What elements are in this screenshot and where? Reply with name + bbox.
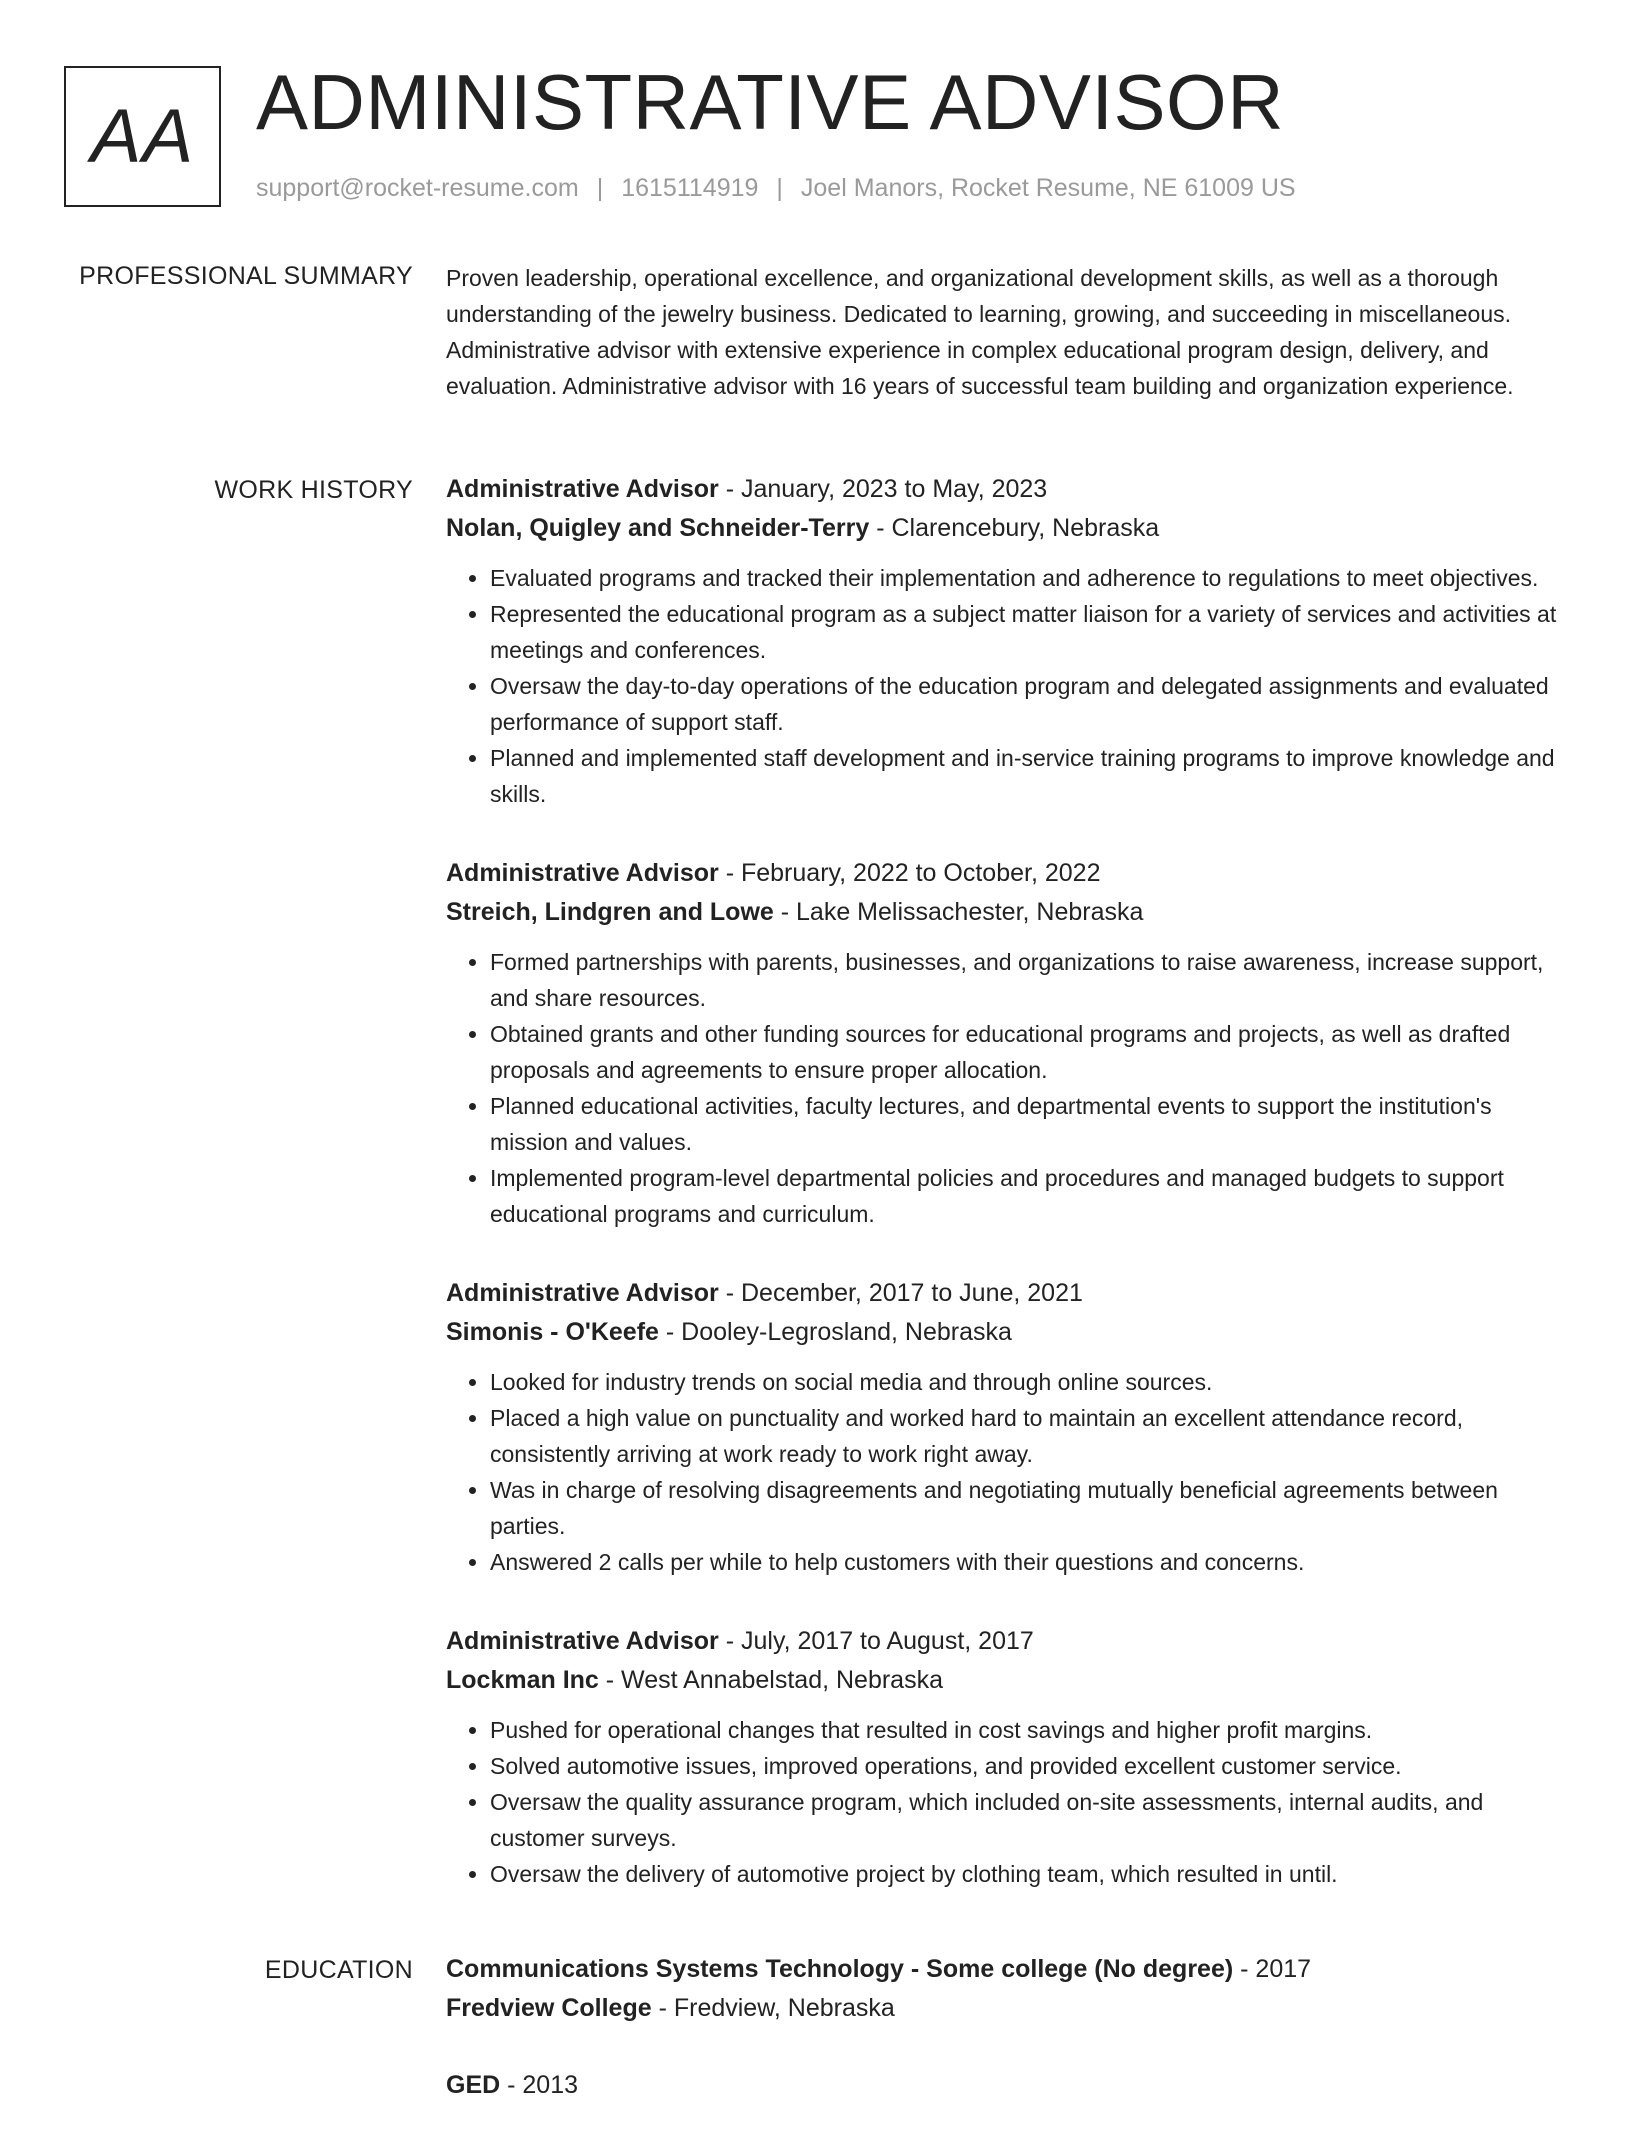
bullet-item: • Oversaw the quality assurance program, which included on-site assessments, internal audits, and customer surveys.: [490, 1784, 1566, 1856]
bullet-item: • Answered 2 calls per while to help customers with their questions and concerns.: [490, 1544, 1566, 1580]
education-degree-line: [446, 1950, 1566, 1989]
job-company: Simonis - O'Keefe: [446, 1318, 659, 1346]
job-location: - Dooley-Legrosland, Nebraska: [658, 1318, 1012, 1346]
job-bullets: [446, 944, 1566, 1232]
job-entry: [446, 1622, 1566, 1892]
job-location: - West Annabelstad, Nebraska: [598, 1666, 943, 1694]
work-history-section: [446, 470, 1566, 1934]
contact-address: Joel Manors, Rocket Resume, NE 61009 US: [800, 174, 1296, 202]
job-title: Administrative Advisor: [446, 475, 719, 503]
summary-section: [446, 260, 1566, 404]
bullet-item: • Oversaw the delivery of automotive project by clothing team, which resulted in until.: [490, 1856, 1566, 1892]
bullet-item: • Planned and implemented staff development and in-service training programs to improve knowledge and skills.: [490, 740, 1566, 812]
bullet-item: • Represented the educational program as a subject matter liaison for a variety of services and activities at meetings and conferences.: [490, 596, 1566, 668]
resume-name: ADMINISTRATIVE ADVISOR: [256, 58, 1285, 146]
job-location: - Clarencebury, Nebraska: [869, 514, 1160, 542]
section-label-work-history: WORK HISTORY: [214, 476, 413, 504]
bullet-item: • Evaluated programs and tracked their implementation and adherence to regulations to meet objectives.: [490, 560, 1566, 596]
job-entry: [446, 854, 1566, 1232]
job-entry: [446, 470, 1566, 812]
bullet-item: • Obtained grants and other funding sources for educational programs and projects, as well as drafted proposals and agreements to ensure proper allocation.: [490, 1016, 1566, 1088]
job-company-line: [446, 509, 1566, 548]
education-entry: [446, 2066, 1566, 2105]
education-school: Fredview College: [446, 1994, 652, 2022]
job-dates: - December, 2017 to June, 2021: [718, 1279, 1083, 1307]
job-company: Lockman Inc: [446, 1666, 599, 1694]
bullet-item: • Planned educational activities, faculty lectures, and departmental events to support the institution's mission and values.: [490, 1088, 1566, 1160]
bullet-item: • Looked for industry trends on social media and through online sources.: [490, 1364, 1566, 1400]
bullet-item: • Implemented program-level departmental policies and procedures and managed budgets to support educational programs and curriculum.: [490, 1160, 1566, 1232]
contact-phone: 1615114919: [621, 174, 759, 202]
job-company-line: [446, 893, 1566, 932]
section-label-education: EDUCATION: [264, 1956, 413, 1984]
job-dates: - February, 2022 to October, 2022: [718, 859, 1101, 887]
bullet-item: • Was in charge of resolving disagreements and negotiating mutually beneficial agreements between parties.: [490, 1472, 1566, 1544]
education-section: [446, 1950, 1566, 2143]
monogram-initials: AA: [90, 94, 195, 179]
bullet-item: • Oversaw the day-to-day operations of the education program and delegated assignments and evaluated performance of support staff.: [490, 668, 1566, 740]
job-bullets: [446, 1712, 1566, 1892]
job-company-line: [446, 1313, 1566, 1352]
job-title: Administrative Advisor: [446, 1279, 719, 1307]
bullet-item: • Formed partnerships with parents, businesses, and organizations to raise awareness, increase support, and share resources.: [490, 944, 1566, 1016]
contact-line: [256, 174, 1296, 203]
job-title-line: [446, 1622, 1566, 1661]
job-title-line: [446, 1274, 1566, 1313]
education-year: - 2017: [1233, 1955, 1312, 1983]
education-entry: [446, 1950, 1566, 2028]
job-dates: - July, 2017 to August, 2017: [718, 1627, 1034, 1655]
monogram-logo: [64, 66, 221, 207]
job-location: - Lake Melissachester, Nebraska: [773, 898, 1144, 926]
bullet-item: • Placed a high value on punctuality and worked hard to maintain an excellent attendance record, consistently arriving at work ready to work right away.: [490, 1400, 1566, 1472]
job-entry: [446, 1274, 1566, 1580]
job-title: Administrative Advisor: [446, 1627, 719, 1655]
education-degree: Communications Systems Technology - Some college (No degree): [446, 1955, 1234, 1983]
job-bullets: [446, 560, 1566, 812]
job-bullets: [446, 1364, 1566, 1580]
job-company-line: [446, 1661, 1566, 1700]
job-title-line: [446, 854, 1566, 893]
bullet-item: • Solved automotive issues, improved operations, and provided excellent customer service.: [490, 1748, 1566, 1784]
education-degree-line: [446, 2066, 1566, 2105]
job-dates: - January, 2023 to May, 2023: [718, 475, 1048, 503]
job-company: Streich, Lindgren and Lowe: [446, 898, 774, 926]
section-label-summary: PROFESSIONAL SUMMARY: [79, 262, 413, 290]
job-title: Administrative Advisor: [446, 859, 719, 887]
education-location: - Fredview, Nebraska: [651, 1994, 895, 2022]
contact-email: support@rocket-resume.com: [256, 174, 579, 202]
education-year: - 2013: [500, 2071, 579, 2099]
job-title-line: [446, 470, 1566, 509]
job-company: Nolan, Quigley and Schneider-Terry: [446, 514, 870, 542]
education-school-line: [446, 1989, 1566, 2028]
bullet-item: • Pushed for operational changes that resulted in cost savings and higher profit margins.: [490, 1712, 1566, 1748]
summary-text: Proven leadership, operational excellence, and organizational development skills, as well as a thorough understanding of the jewelry business. Dedicated to learning, growing, and succeeding in miscellaneous. Administrative advisor with extensive experience in complex educational program design, delivery, and evaluation. Administrative advisor with 16 years of successful team building and organization experience.: [446, 265, 1514, 399]
education-degree: GED: [446, 2071, 501, 2099]
contact-separator: |: [596, 174, 604, 202]
contact-separator: |: [776, 174, 783, 202]
